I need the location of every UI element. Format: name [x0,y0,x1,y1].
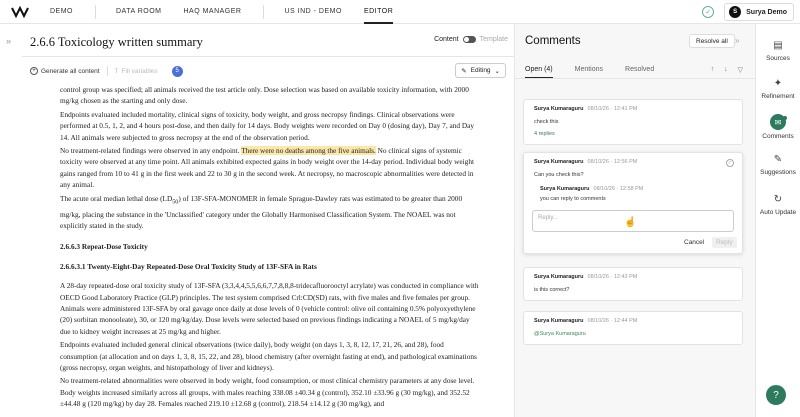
sidebar-item-auto-update[interactable] [756,192,800,216]
comment-time: 08/10/26 · 12:41 PM [587,106,638,112]
filter-icon[interactable]: ▽ [737,67,743,74]
comment-tools [711,66,743,74]
top-nav-bar [0,0,800,24]
editor-toolbar [30,63,512,79]
sidebar-label: Suggestions [760,169,796,176]
comments-title: Comments [525,35,581,47]
saved-check-icon: ✓ [702,6,714,18]
mode-dropdown[interactable] [455,63,506,78]
user-name: Surya Demo [746,8,787,16]
suggestion-icon: ✎ [773,153,783,165]
sidebar-item-sources[interactable] [756,38,800,62]
nav-data-room[interactable]: DATA ROOM [116,8,162,15]
right-sidebar [756,24,800,417]
nav-us-ind-demo[interactable]: US IND - DEMO [284,8,342,15]
reply-button[interactable]: Reply [712,237,737,248]
sidebar-label: Comments [762,133,794,140]
comment-author: Surya Kumaraguru [534,274,584,280]
sidebar-item-suggestions[interactable] [756,152,800,176]
paragraph: control group was specified; all animals received the test article only. Dose selection was based on available toxicity information, with 2000 mg/kg chosen as the starting and only dose. [60,85,469,106]
comment-text: Can you check this? [534,172,584,178]
hand-cursor-icon: ☝ [624,217,637,228]
generate-all-button[interactable] [30,67,100,75]
document-body[interactable] [60,84,480,417]
notification-dot [783,116,787,120]
reply-text: you can reply to comments [540,196,606,202]
nav-haq-manager[interactable]: HAQ MANAGER [183,8,242,15]
comment-mention[interactable]: @Surya Kumaraguru [534,331,586,337]
variable-count-badge: 5 [172,66,183,77]
comment-author: Surya Kumaraguru [534,106,584,112]
tab-open[interactable]: Open (4) [525,62,553,78]
content-template-toggle[interactable] [434,36,508,43]
reply-author: Surya Kumaraguru [540,186,590,192]
reply-time: 08/10/26 · 12:58 PM [593,186,644,192]
fill-variables-button[interactable] [115,68,158,75]
comment-thread-active[interactable] [523,152,743,254]
paragraph: A 28-day repeated-dose oral toxicity study of 13F-SFA (3,3,4,4,5,5,6,6,7,7,8,8,8-tridecafluorooctyl acrylate) was conducted in compliance with OECD Good Laboratory Practice (GLP) principles. The test system comprised Crl:CD(SD) rats, with five males and five females per group. Animals were administered 13F-SFA by oral gavage once daily at dose levels of 0 (vehicle control: olive oil containing 0.5% polyoxyethylene (20) sorbitan monooleate), 30, or 120 mg/kg/day. Dose levels were selected based on previous findings indicating a NOAEL of 5 mg/kg/day due to kidney weight increases at 25 mg/kg and higher. [60,281,479,336]
subsection-heading: 2.6.6.3.1 Twenty-Eight-Day Repeated-Dose Oral Toxicity Study of 13F-SFA in Rats [60,261,317,271]
replies-link[interactable]: 4 replies [534,131,555,137]
sparkle-icon: ✦ [773,77,783,89]
variables-icon: T [114,67,119,75]
edit-icon: ✎ [461,67,467,75]
generate-all-label: Generate all content [41,67,100,75]
resolve-check-icon[interactable]: ✓ [727,160,733,166]
cancel-button[interactable]: Cancel [684,239,705,246]
comment-text: is this correct? [534,287,570,293]
chevron-down-icon: ⌄ [494,67,500,75]
reply-input[interactable]: Reply... [532,210,734,232]
expand-left-panel-icon[interactable]: » [6,36,12,46]
nav-divider [95,5,96,19]
refresh-icon: ↻ [773,193,783,205]
comment-time: 08/10/26 · 12:44 PM [587,318,638,324]
comment-text: check this [534,119,559,125]
highlighted-comment-text[interactable]: There were no deaths among the five animals. [241,146,376,156]
nav-editor[interactable]: EDITOR [364,0,393,24]
user-menu[interactable] [724,3,794,21]
comment-author: Surya Kumaraguru [534,159,584,165]
tab-mentions[interactable]: Mentions [574,66,604,73]
resolve-all-button[interactable]: Resolve all [689,34,735,48]
nav-demo[interactable]: DEMO [50,8,73,15]
fill-variables-label: Fill variables [121,67,158,75]
paragraph: Endpoints evaluated included mortality, clinical signs of toxicity, body weight, and gross necropsy findings. Clinical observations were performed at 0.5, 1, 2, and 4 hours post-dose, and then daily for 14 days. Body weights were recorded on Day 0 (dosing day), Day 7, and Day 14. All animals were subjected to gross necropsy at the end of the observation period. [60,109,474,142]
sidebar-label: Sources [766,55,790,62]
comment-thread[interactable] [523,267,743,301]
comment-icon: ✉ [770,114,786,130]
nav-divider [263,5,264,19]
mode-label: Editing [470,67,491,74]
tab-resolved[interactable]: Resolved [625,66,655,73]
arrow-down-icon[interactable]: ↓ [724,66,728,73]
toggle-content-label: Content [434,36,459,43]
avatar: S [729,6,741,18]
paragraph: Endpoints evaluated included general clinical observations (twice daily), body weight (on days 1, 3, 8, 12, 17, 21, 26, and 28), food consumption (at allocation and on days 1, 3, 8, 15, 22, and 28), blood chemistry (after overnight fasting at end), and pathological examinations (gross necropsy, organ weights, and histopathology of liver and kidneys). [60,340,477,372]
paragraph: The acute oral median lethal dose $(LD_{50})$ of 13F-SFA-MONOMER in female Sprague-Dawley rats was estimated to be greater than 2000 mg/kg, placing the substance in the 'Unclassified' category under the Globally Harmonised Classification System. The NOAEL was not explicitly stated in the study. [60,193,463,230]
help-button[interactable]: ? [766,385,786,405]
comment-time: 08/10/26 · 12:56 PM [587,159,638,165]
document-icon: ▤ [773,39,783,51]
comment-thread[interactable] [523,99,743,145]
app-logo[interactable] [10,4,32,20]
sidebar-item-comments[interactable] [756,114,800,140]
sidebar-label: Auto Update [759,209,797,216]
comments-panel [515,24,755,417]
comment-author: Surya Kumaraguru [534,318,584,324]
page-title: 2.6.6 Toxicology written summary [30,34,203,49]
paragraph: No treatment-related findings were observed in any endpoint. There were no deaths among the five animals. No clinical signs of systemic toxicity were observed at any time point. All animals exhibited expected gains in body weight over the 14-day period. Individual body weight gains ranged from 10 to 41 g in the first week and 22 to 30 g in the second week. At necropsy, no macroscopic abnormalities were detected in any animal. [60,146,474,190]
divider [22,56,514,57]
toolbar-divider [107,66,108,76]
toggle-switch[interactable] [463,36,476,43]
toggle-template-label: Template [479,36,508,43]
paragraph: No treatment-related abnormalities were observed in body weight, food consumption, or most clinical chemistry parameters at any dose level. Body weights increased similarly across all groups, with males reaching 338.08 ±40.34 g (control), 352.10 ±33.96 g (30 mg/kg), and 352.52 ±44.48 g (120 mg/kg) by day 28. Females reached 219.10 ±12.68 g (control), 218.54 ±14.12 g (30 mg/kg), and [60,376,475,409]
collapse-panel-icon[interactable]: » [735,36,740,45]
sidebar-label: Refinement [761,93,795,100]
plus-icon: + [30,67,38,75]
comment-time: 08/10/26 · 12:43 PM [587,274,638,280]
section-heading: 2.6.6.3 Repeat-Dose Toxicity [60,242,148,252]
comment-thread[interactable] [523,311,743,345]
editor-header [30,32,512,52]
sidebar-item-refinement[interactable] [756,76,800,100]
arrow-up-icon[interactable]: ↑ [710,66,715,73]
